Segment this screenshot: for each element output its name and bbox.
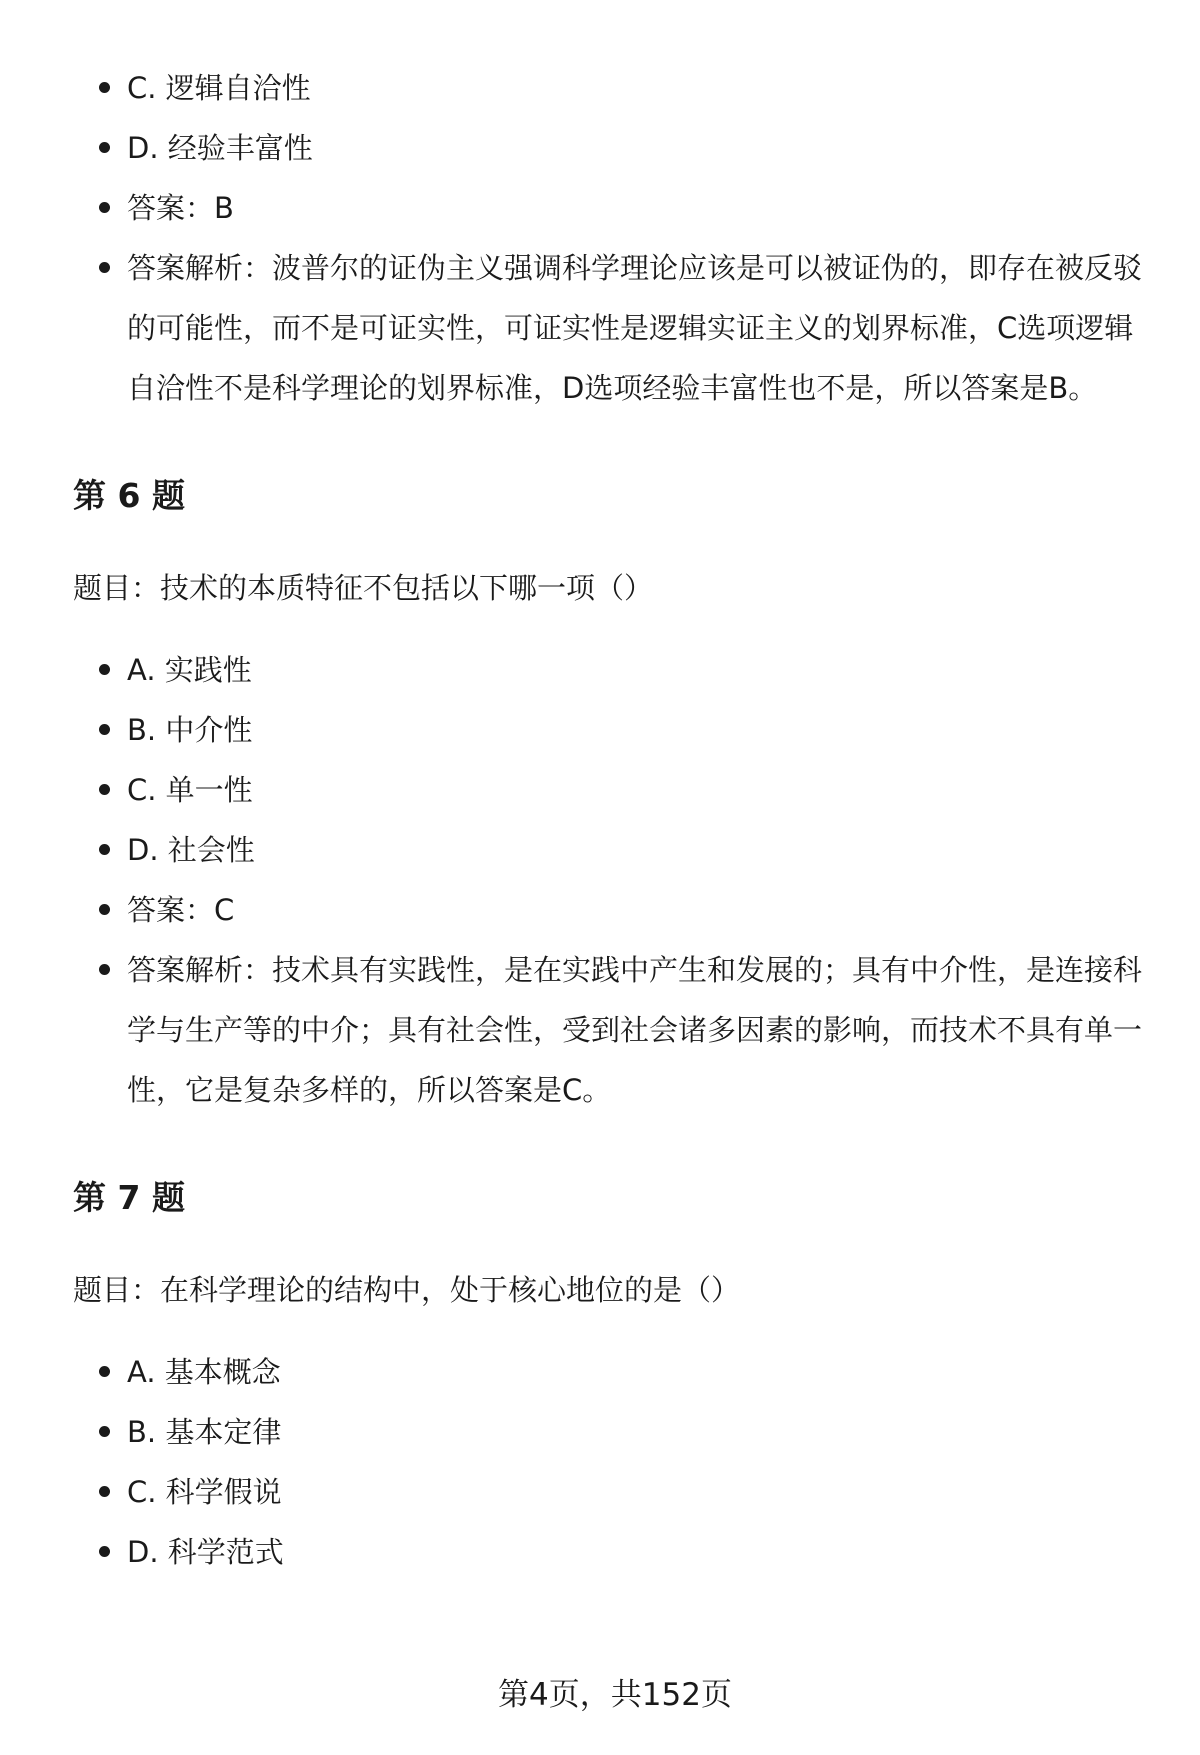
bullet-icon [99, 82, 110, 93]
option-d [73, 118, 1143, 178]
bullet-icon [99, 1546, 110, 1557]
answer-item [73, 880, 1143, 940]
option-text: D. 经验丰富性 [127, 131, 313, 165]
bullet-icon [99, 1426, 110, 1437]
bullet-icon [99, 964, 110, 975]
option-c [73, 58, 1143, 118]
option-d [73, 820, 1143, 880]
bullet-icon [99, 1366, 110, 1377]
option-text: C. 科学假说 [127, 1475, 282, 1509]
answer-item [73, 178, 1143, 238]
bullet-icon [99, 844, 110, 855]
option-text: B. 中介性 [127, 713, 253, 747]
bullet-icon [99, 142, 110, 153]
explanation-text: 答案解析：波普尔的证伪主义强调科学理论应该是可以被证伪的，即存在被反驳的可能性，而不是可证实性，可证实性是逻辑实证主义的划界标准，C选项逻辑自洽性不是科学理论的划界标准，D选项经验丰富性也不是，所以答案是B。 [127, 251, 1143, 405]
explanation-item [73, 238, 1143, 418]
bullet-icon [99, 904, 110, 915]
page-number-footer: 第4页，共152页 [498, 1677, 732, 1713]
prev-question-list [73, 58, 1143, 418]
option-c [73, 1462, 1143, 1522]
explanation-text: 答案解析：技术具有实践性，是在实践中产生和发展的；具有中介性，是连接科学与生产等的中介；具有社会性，受到社会诸多因素的影响，而技术不具有单一性，它是复杂多样的，所以答案是C。 [127, 953, 1143, 1107]
bullet-icon [99, 202, 110, 213]
question-6-heading: 第 6 题 [73, 476, 185, 515]
bullet-icon [99, 1486, 110, 1497]
option-a [73, 1342, 1143, 1402]
bullet-icon [99, 784, 110, 795]
option-text: C. 单一性 [127, 773, 253, 807]
bullet-icon [99, 664, 110, 675]
option-d [73, 1522, 1143, 1582]
page-content [73, 58, 1143, 1582]
option-b [73, 1402, 1143, 1462]
bullet-icon [99, 724, 110, 735]
option-text: D. 科学范式 [127, 1535, 284, 1569]
answer-text: 答案：B [127, 191, 234, 225]
option-a [73, 640, 1143, 700]
option-text: C. 逻辑自洽性 [127, 71, 311, 105]
explanation-item [73, 940, 1143, 1120]
question-7-list [73, 1342, 1143, 1582]
option-text: A. 基本概念 [127, 1355, 281, 1389]
option-text: D. 社会性 [127, 833, 255, 867]
question-6-text: 题目：技术的本质特征不包括以下哪一项（） [73, 571, 654, 605]
option-b [73, 700, 1143, 760]
question-7-heading: 第 7 题 [73, 1178, 185, 1217]
option-text: A. 实践性 [127, 653, 252, 687]
question-7-text: 题目：在科学理论的结构中，处于核心地位的是（） [73, 1273, 741, 1307]
option-c [73, 760, 1143, 820]
question-6-list [73, 640, 1143, 1120]
bullet-icon [99, 262, 110, 273]
answer-text: 答案：C [127, 893, 235, 927]
option-text: B. 基本定律 [127, 1415, 282, 1449]
